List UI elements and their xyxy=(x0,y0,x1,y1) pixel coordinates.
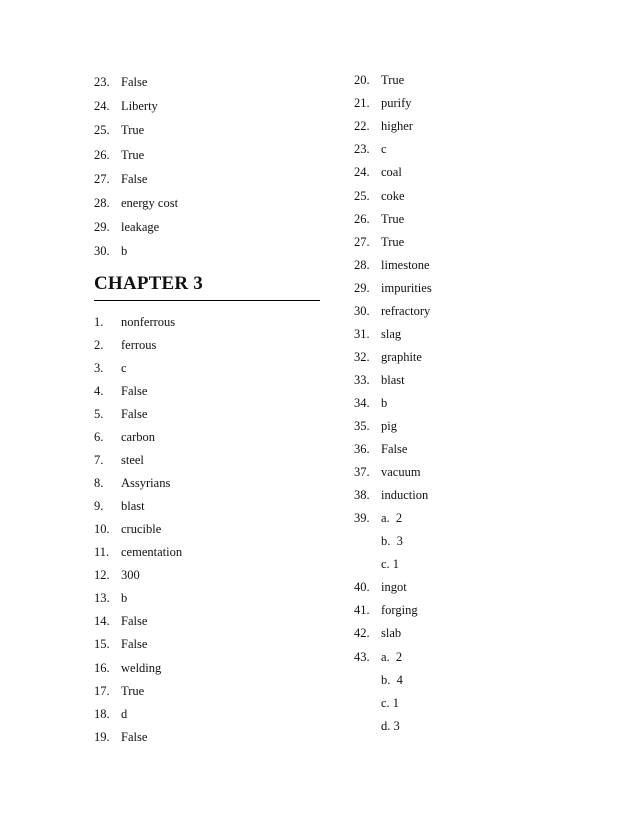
answer-text: False xyxy=(121,637,148,651)
answer-item xyxy=(354,370,405,390)
answer-number: 31. xyxy=(354,327,370,341)
answer-text: pig xyxy=(381,419,397,433)
answer-number: 24. xyxy=(354,165,370,179)
answer-text: False xyxy=(121,730,148,744)
answer-item xyxy=(354,162,402,182)
answer-text: coke xyxy=(381,189,405,203)
answer-text: forging xyxy=(381,603,418,617)
answer-item xyxy=(354,693,399,713)
answer-number: 35. xyxy=(354,419,370,433)
answer-text: d. 3 xyxy=(381,719,400,733)
answer-item xyxy=(354,324,401,344)
answer-text: graphite xyxy=(381,350,422,364)
answer-number: 30. xyxy=(94,244,110,258)
answer-number: 12. xyxy=(94,568,110,582)
answer-text: cementation xyxy=(121,545,183,559)
answer-number: 42. xyxy=(354,626,370,640)
answer-number: 36. xyxy=(354,442,370,456)
answer-text: ferrous xyxy=(121,338,157,352)
answer-item xyxy=(354,278,432,298)
answer-item xyxy=(354,347,422,367)
answer-number: 1. xyxy=(94,315,104,329)
answer-item xyxy=(94,404,147,424)
answer-text: True xyxy=(121,123,145,137)
answer-text: induction xyxy=(381,488,429,502)
answer-number: 4. xyxy=(94,384,104,398)
answer-item xyxy=(354,647,402,667)
answer-text: b. 4 xyxy=(381,673,403,687)
answer-text: c. 1 xyxy=(381,557,400,571)
answer-text: nonferrous xyxy=(121,315,176,329)
answer-text: False xyxy=(121,172,148,186)
answer-text: vacuum xyxy=(381,465,421,479)
answer-text: True xyxy=(381,235,405,249)
answer-number: 23. xyxy=(94,75,110,89)
answer-number: 2. xyxy=(94,338,104,352)
answer-number: 6. xyxy=(94,430,104,444)
answer-item xyxy=(94,542,182,562)
answer-item xyxy=(94,496,145,516)
answer-number: 37. xyxy=(354,465,370,479)
answer-item xyxy=(354,139,387,159)
answer-number: 33. xyxy=(354,373,370,387)
answer-item xyxy=(94,611,147,631)
answer-text: a. 2 xyxy=(381,511,403,525)
answer-number: 32. xyxy=(354,350,370,364)
answer-text: False xyxy=(121,614,148,628)
answer-number: 28. xyxy=(94,196,110,210)
answer-item xyxy=(94,634,147,654)
answer-number: 3. xyxy=(94,361,104,375)
answer-text: ingot xyxy=(381,580,407,594)
answer-text: steel xyxy=(121,453,144,467)
answer-number: 16. xyxy=(94,661,110,675)
answer-text: False xyxy=(121,384,148,398)
answer-number: 39. xyxy=(354,511,370,525)
answer-item xyxy=(354,485,428,505)
answer-text: purify xyxy=(381,96,412,110)
answer-number: 26. xyxy=(354,212,370,226)
answer-number: 26. xyxy=(94,148,110,162)
answer-text: b. 3 xyxy=(381,534,403,548)
answer-item xyxy=(354,232,404,252)
answer-number: 40. xyxy=(354,580,370,594)
answer-item xyxy=(354,186,405,206)
answer-item xyxy=(94,704,127,724)
answer-item xyxy=(354,508,402,528)
answer-text: True xyxy=(381,73,405,87)
answer-item xyxy=(354,93,412,113)
answer-item xyxy=(94,473,170,493)
answer-item xyxy=(94,565,140,585)
answer-number: 28. xyxy=(354,258,370,272)
answer-text: crucible xyxy=(121,522,162,536)
answer-item xyxy=(354,70,404,90)
answer-item xyxy=(94,588,127,608)
answer-item xyxy=(94,241,127,261)
answer-text: d xyxy=(121,707,128,721)
answer-number: 15. xyxy=(94,637,110,651)
answer-text: b xyxy=(121,244,128,258)
answer-number: 14. xyxy=(94,614,110,628)
answer-number: 9. xyxy=(94,499,104,513)
answer-number: 7. xyxy=(94,453,104,467)
answer-text: coal xyxy=(381,165,402,179)
answer-text: carbon xyxy=(121,430,156,444)
answer-text: impurities xyxy=(381,281,432,295)
answer-number: 29. xyxy=(354,281,370,295)
answer-item xyxy=(94,120,144,140)
answer-number: 29. xyxy=(94,220,110,234)
answer-item xyxy=(354,116,413,136)
answer-number: 38. xyxy=(354,488,370,502)
answer-item xyxy=(94,519,161,539)
answer-number: 17. xyxy=(94,684,110,698)
chapter-heading-rule xyxy=(94,300,320,301)
answer-text: c xyxy=(381,142,387,156)
answer-number: 18. xyxy=(94,707,110,721)
answer-item xyxy=(354,255,430,275)
answer-item xyxy=(94,358,127,378)
chapter-heading: CHAPTER 3 xyxy=(94,273,203,294)
answer-item xyxy=(94,145,144,165)
answer-text: True xyxy=(381,212,405,226)
answer-item xyxy=(354,623,401,643)
answer-item xyxy=(354,600,418,620)
answer-number: 8. xyxy=(94,476,104,490)
answer-number: 11. xyxy=(94,545,110,559)
answer-number: 30. xyxy=(354,304,370,318)
answer-text: slab xyxy=(381,626,402,640)
answer-number: 27. xyxy=(94,172,110,186)
answer-number: 23. xyxy=(354,142,370,156)
answer-text: limestone xyxy=(381,258,430,272)
answer-text: b xyxy=(381,396,388,410)
answer-number: 34. xyxy=(354,396,370,410)
answer-item xyxy=(94,312,175,332)
answer-text: False xyxy=(381,442,408,456)
answer-item xyxy=(354,439,407,459)
answer-item xyxy=(94,381,147,401)
answer-number: 41. xyxy=(354,603,370,617)
answer-item xyxy=(354,416,397,436)
answer-item xyxy=(354,531,403,551)
answer-number: 25. xyxy=(354,189,370,203)
answer-item xyxy=(354,209,404,229)
answer-item xyxy=(354,554,399,574)
answer-number: 21. xyxy=(354,96,370,110)
answer-number: 20. xyxy=(354,73,370,87)
answer-text: welding xyxy=(121,661,162,675)
answer-item xyxy=(94,450,144,470)
answer-item xyxy=(94,335,156,355)
answer-text: higher xyxy=(381,119,413,133)
answer-item xyxy=(94,727,147,747)
answer-text: c xyxy=(121,361,127,375)
answer-number: 24. xyxy=(94,99,110,113)
answer-item xyxy=(94,169,147,189)
answer-item xyxy=(94,96,158,116)
answer-text: b xyxy=(121,591,128,605)
answer-number: 13. xyxy=(94,591,110,605)
answer-text: c. 1 xyxy=(381,696,400,710)
answer-text: True xyxy=(121,148,145,162)
answer-text: slag xyxy=(381,327,402,341)
answer-item xyxy=(94,427,155,447)
answer-item xyxy=(354,462,421,482)
answer-item xyxy=(354,716,400,736)
answer-text: False xyxy=(121,407,148,421)
answer-text: 300 xyxy=(121,568,140,582)
answer-text: True xyxy=(121,684,145,698)
answer-text: refractory xyxy=(381,304,431,318)
answer-item xyxy=(354,670,403,690)
answer-text: blast xyxy=(381,373,405,387)
answer-text: False xyxy=(121,75,148,89)
answer-item xyxy=(354,393,387,413)
answer-number: 27. xyxy=(354,235,370,249)
answer-number: 19. xyxy=(94,730,110,744)
answer-number: 25. xyxy=(94,123,110,137)
answer-number: 5. xyxy=(94,407,104,421)
answer-number: 22. xyxy=(354,119,370,133)
answer-number: 10. xyxy=(94,522,110,536)
answer-item xyxy=(94,217,159,237)
answer-item xyxy=(354,301,430,321)
answer-text: leakage xyxy=(121,220,160,234)
answer-text: a. 2 xyxy=(381,650,403,664)
answer-item xyxy=(354,577,407,597)
answer-text: energy cost xyxy=(121,196,179,210)
answer-text: Assyrians xyxy=(121,476,171,490)
answer-number: 43. xyxy=(354,650,370,664)
answer-item xyxy=(94,658,161,678)
answer-item xyxy=(94,681,144,701)
answer-text: blast xyxy=(121,499,145,513)
answer-item xyxy=(94,193,178,213)
answer-text: Liberty xyxy=(121,99,158,113)
answer-item xyxy=(94,72,147,92)
